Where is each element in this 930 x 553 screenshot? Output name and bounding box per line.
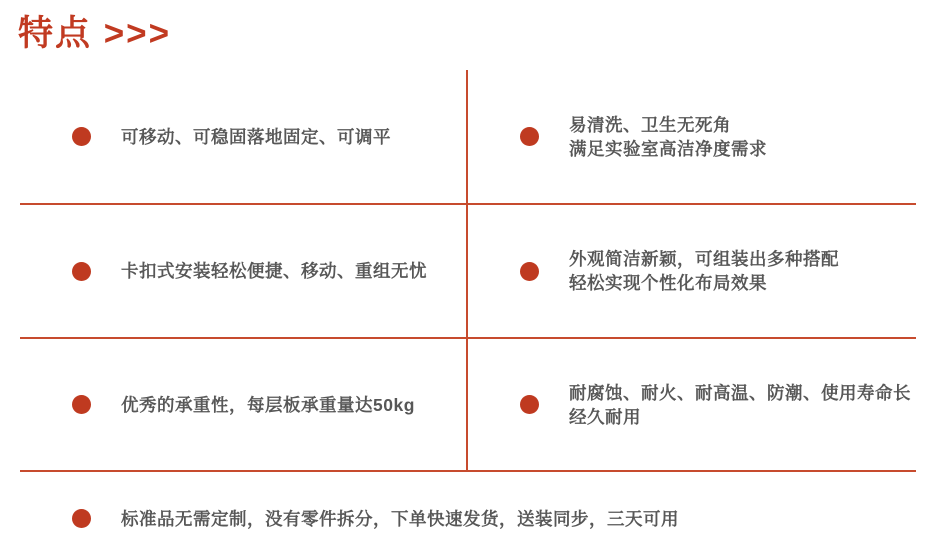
feature-text [121, 125, 391, 149]
feature-item-standard-product [20, 474, 916, 553]
feature-item-appearance [466, 205, 916, 337]
feature-line: 标准品无需定制，没有零件拆分，下单快速发货，送装同步，三天可用 [121, 508, 679, 529]
feature-item-easy-clean [466, 70, 916, 203]
feature-line: 耐腐蚀、耐火、耐高温、防潮、使用寿命长经久耐用 [569, 382, 911, 427]
feature-item-load-bearing [20, 339, 466, 470]
bullet-icon [520, 127, 539, 146]
feature-line: 优秀的承重性，每层板承重量达50kg [121, 394, 415, 415]
feature-text [121, 507, 679, 531]
feature-row-1 [20, 70, 916, 205]
feature-line: 卡扣式安装轻松便捷、移动、重组无忧 [121, 261, 427, 281]
feature-text [569, 113, 767, 161]
feature-item-durability [466, 339, 916, 470]
bullet-icon [520, 395, 539, 414]
feature-line: 易清洗、卫生无死角 [569, 114, 731, 135]
bullet-icon [72, 127, 91, 146]
feature-row-2 [20, 205, 916, 339]
page-title: 特点 >>> [18, 14, 172, 53]
feature-item-movable [20, 70, 466, 203]
feature-line: 外观简洁新颖，可组装出多种搭配 [569, 249, 839, 269]
feature-text [569, 247, 839, 295]
feature-text [121, 393, 415, 417]
bullet-icon [520, 262, 539, 281]
bullet-icon [72, 509, 91, 528]
feature-text [569, 381, 916, 429]
feature-line: 可移动、可稳固落地固定、可调平 [121, 126, 391, 147]
features-grid [20, 70, 916, 472]
bullet-icon [72, 262, 91, 281]
feature-text [121, 259, 427, 283]
feature-line: 轻松实现个性化布局效果 [569, 273, 767, 293]
feature-row-3 [20, 339, 916, 472]
feature-line: 满足实验室高洁净度需求 [569, 138, 767, 159]
bullet-icon [72, 395, 91, 414]
feature-item-snap-install [20, 205, 466, 337]
